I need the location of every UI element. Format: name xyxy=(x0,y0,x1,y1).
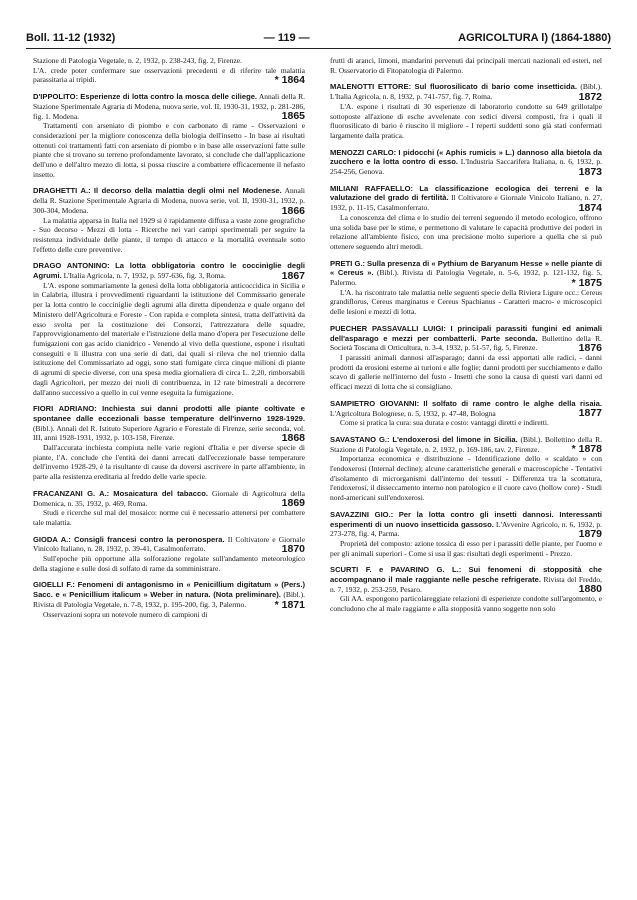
entry-abstract: L'A. espone sommariamente la genesi della lotta obbligatoria anticoccidica in Sicilia e in Calabria, illustra i provvedimenti riguardanti la istituzione del Commissario generale per la lotta contro le coccinìglie degli agrumi alla diretta dipendenza e quale organo del Ministero dell'Agricoltura e Foreste - Con rapida e completa sintesi, tratta dell'attività da esso svolta per la costituzione dei Consorzi, l'attrezzatura delle squadre, l'approvvigionamento del materiale e l'istruzione della mano d'opera per l'esecuzione delle fumigazioni con gas acido cianidrico - Venendo al vivo della questione, espone i risultati conseguiti e li illustra con una serie di dati, dai quali si rileva che nel triennio dalla istituzione del Commissariato ad oggi, sono stati fumigate circa cinque milioni di piante di agrumi di specie diverse, con una spesa media giornaliera di circa L. 2,20, rimborsabili dagli Agricoltori, per mezzo dei ruoli di contribuenza, in 12 rate bimestrali a decorrere dall'anno successivo a quello in cui venne eseguita la fumigazione. xyxy=(33,280,305,397)
entry-title: Il solfato di rame contro le alghe della risaia. xyxy=(423,398,602,408)
entry-author: FRACANZANI G. A.: xyxy=(33,488,110,498)
entry-citation: Il Coltivatore e Giornale Vinicolo Italiano, n. 28, 1932, p. 39-41, Casalmonferrato. xyxy=(33,534,306,554)
entry-abstract: Trattamenti con arseniato di piombo e con carbonato di rame - Osservazioni e considerazioni per la migliore conoscenza della biologia dell'insetto - In base ai risultati ottenuti coi trattamenti fatti con arseniato di piombo e in base alle osservazioni fatte sulle piante che si trovano su terreno profondamente lavorato, si conclude che dall'applicazione dell'uno e dell'altro mezzo di lotta, si possa riuscire a combattere efficacemente il nefasto insetto. xyxy=(33,121,305,179)
entry-continuation: L'A. crede poter confermare sue osservazioni precedenti e di riferire tale malattia parassitaria ai tripidi. xyxy=(33,65,305,85)
entry-number: 1869 xyxy=(281,497,305,510)
entry-citation: Annali della R. Stazione Sperimentale Agraria di Modena, nuova serie, vol. II, 1930-31, 1932, p. 281-286, fig. 1. Modena. xyxy=(33,92,306,121)
bibliography-entry xyxy=(33,186,305,254)
entry-title: Sul fluorosilicato di bario come insetticida. xyxy=(414,82,577,92)
entry-abstract: Studi e ricerche sul mal del mosaico: norme cui è necessario attenersi per combattere tale malattia. xyxy=(33,508,305,527)
entry-author: MENOZZI CARLO: xyxy=(330,147,397,157)
entry-author: SAVASTANO G.: xyxy=(330,434,390,444)
entry-citation: (Bibl.). Annali del R. Istituto Superiore Agrario e Forestale di Firenze, serie seconda, vol. III, anni 1928-1931, 1932, p. 103-158, Firenze. xyxy=(33,423,305,443)
entry-author: DRAGO ANTONINO: xyxy=(33,261,110,271)
bibliography-entry xyxy=(33,261,305,397)
entry-abstract: L'A. ha riscontrato tale malattia nelle seguenti specie della Riviera Ligure occ.: Cereus grandiflorus, Cereus marginatus e Cereus Spachianus - Caratteri macro- e microscopici delle lesioni e mezzi di lotta. xyxy=(330,287,602,317)
entry-abstract: Come si pratica la cura: sua durata e costo: vantaggi diretti e indiretti. xyxy=(340,418,549,428)
bibliography-entry xyxy=(330,435,602,503)
header-rule xyxy=(26,48,611,49)
entry-title: Fenomeni di antagonismo in « Penicillium digitatum » (Pers.) Sacc. e « Penicillium italicum » Weber in natura. (Nota preliminare). xyxy=(33,580,305,600)
bibliography-entry xyxy=(330,399,602,428)
entry-number: 1874 xyxy=(578,201,602,214)
entry-title: I principali parassiti fungini ed animali dell'asparago e mezzi per combatterli. Parte seconda. xyxy=(330,323,602,343)
entry-author: GIOELLI F.: xyxy=(33,580,75,590)
bibliography-entry xyxy=(33,92,305,179)
bibliography-entry xyxy=(330,259,602,317)
entry-number: 1868 xyxy=(281,432,305,445)
entry-abstract: La conoscenza del clima e lo studio dei terreni seguendo il metodo ecologico, offrono una solida base per le stime, e permettono di valutare le capacità produttive dei poderi in relazione all'ambiente fisico, con una precisione molto superiore a quella che si può ottenere seguendo altri metodi. xyxy=(330,212,602,251)
entry-author: SAVAZZINI GIO.: xyxy=(330,509,394,519)
bibliography-entry xyxy=(330,565,602,614)
entry-title: Il decorso della malattia degli olmi nel Modenese. xyxy=(93,186,282,196)
entry-citation: L'Avvenire Agricolo, n. 6, 1932, p. 273-278, fig. 4, Parma. xyxy=(330,519,602,539)
entry-title: I pidocchi (« Aphis rumicis » L.) dannoso alla bietola da zucchero e la lotta contro di esso. xyxy=(330,147,602,167)
entry-continuation: frutti di aranci, limoni, mandarini pervenuti dai principali mercati nazionali ed esteri, nel R. Osservatorio di Fitopatologia di Palermo. xyxy=(330,56,602,75)
entry-number: * 1875 xyxy=(571,276,602,289)
page-number: — 119 — xyxy=(263,32,310,44)
entry-title: Esperienze di lotta contro la mosca delle ciliege. xyxy=(80,92,258,102)
bibliography-entry xyxy=(330,148,602,177)
entry-abstract: Importanza economica e distribuzione - Identificazione dello « scaldato » con l'endoxerosi (Internal decline); alcune caratteristiche generali e macroscopiche - Tentativi d'isolamento di microrganismi dall'interno dei tessuti - Differenza tra la scottatura, l'endoxerosi, il disseccamento interno non patologico e il cuore cavo (hollow core) - Studi nord-americani sull'endoxerosi. xyxy=(330,454,602,503)
entry-number: 1867 xyxy=(281,269,305,282)
entry-continuation: Stazione di Patologia Vegetale, n. 2, 1932, p. 238-243, fig. 2, Firenze. xyxy=(33,56,242,65)
entry-title: Mosaicatura del tabacco. xyxy=(113,488,208,498)
entry-citation: L'Industria Saccarifera Italiana, n. 6, 1932, p. 254-256, Genova. xyxy=(330,157,603,177)
entry-citation: L'Agricoltura Bolognese, n. 5, 1932, p. 47-48, Bologna xyxy=(330,408,496,418)
header-right: AGRICOLTURA l) (1864-1880) xyxy=(458,32,611,44)
entry-author: GIODA A.: xyxy=(33,534,71,544)
entry-author: D'IPPOLITO: xyxy=(33,92,79,102)
entry-author: MILIANI RAFFAELLO: xyxy=(330,183,413,193)
bibliography-entry xyxy=(33,56,305,85)
entry-title: La classificazione ecologica dei terreni e la valutazione del grado di fertilità. xyxy=(330,183,602,203)
bibliography-entry xyxy=(330,510,602,559)
left-column xyxy=(33,56,305,626)
entry-title: Sui fenomeni di stopposità che accompagnano il male raggiante nelle pesche refrigerate. xyxy=(330,565,602,585)
entry-abstract: La malattia apparsa in Italia nel 1929 si è rapidamente diffusa a vaste zone geografiche - Suo decorso - Mezzi di lotta - Ricerche nei vari campi sperimentali per seguire la resistenza individuale delle piante, il tempo di attacco e la mortalità eventuale sotto l'effetto delle cure preventive. xyxy=(33,215,305,254)
entry-citation: L'Italia Agricola, n. 7, 1932, p. 597-636, fig. 3, Roma. xyxy=(63,271,226,281)
entry-number: * 1878 xyxy=(571,443,602,456)
entry-number: 1870 xyxy=(281,543,305,556)
entry-abstract: Sull'epoche più opportune alla solforazione regolate sull'andamento meteorologico della stagione e sulle dosi di solfato di rame da somministrare. xyxy=(33,554,305,573)
bibliography-entry xyxy=(33,489,305,528)
bibliography-entry xyxy=(33,535,305,574)
header-left: Boll. 11-12 (1932) xyxy=(26,32,116,44)
entry-number: 1866 xyxy=(281,204,305,217)
bibliography-entry xyxy=(33,404,305,482)
bibliography-entry xyxy=(330,56,602,75)
entry-citation: Il Coltivatore e Giornale Vinicolo Italiano, n. 27, 1932, p. 11-15, Casalmonferrato. xyxy=(330,193,602,213)
entry-abstract: Osservazioni sopra un notevole numero di campioni di xyxy=(43,609,208,619)
bibliography-entry xyxy=(330,324,602,392)
entry-citation: Rivista del Freddo, n. 7, 1932, p. 253-259, Pesaro. xyxy=(330,575,603,594)
entry-abstract: I parassiti animali dannosi all'asparago; danni da essi apportati alle radici, - danni prodotti da erosioni esterne ai turioni e alle foglie; danni prodotti per succhiamento e dallo scavo di gallerie nell'interno del fusto - Insetti che sono la causa di questi vari danni ed efficaci mezzi di lotta che si consigliano. xyxy=(330,352,602,392)
entry-number: 1880 xyxy=(578,583,602,596)
entry-citation: (Bibl.). L'Italia Agricola, n. 8, 1932, p. 741-757, fig. 7, Roma. xyxy=(330,82,602,102)
entry-number: 1865 xyxy=(281,110,305,123)
entry-number: * 1871 xyxy=(274,598,305,611)
entry-author: SCURTI F. e PAVARINO G. L.: xyxy=(330,565,462,575)
entry-author: PUECHER PASSAVALLI LUIGI: xyxy=(330,323,446,333)
entry-number: 1876 xyxy=(578,341,602,354)
entry-abstract: L'A. espone i risultati di 30 esperienze di laboratorio condotte su 649 grillotalpe sottoposte all'azione di esche avvelenate con sedici diversi composti, fra i quali il fluorosilicato di bario è riuscito il migliore - I reperti suddetti sono già stati confermati largamente dalla pratica. xyxy=(330,101,602,140)
entry-author: MALENOTTI ETTORE: xyxy=(330,82,412,92)
entry-citation: (Bibl.). Bollettino della R. Stazione di Patologia Vegetale, n. 2, 1932, p. 169-186, tav. 2, Firenze. xyxy=(330,434,603,454)
entry-title: Inchiesta sui danni prodotti alle piante coltivate e spontanee dalle eccezionali basse temperature dell'inverno 1928-1929. xyxy=(33,404,306,423)
entry-abstract: Proprietà del composto: azione tossica di esso per i parassiti delle piante, per l'uomo e per gli animali superiori - Come si usa il gas: risultati degli esperimenti - Prezzo. xyxy=(330,538,602,558)
bibliography-entry xyxy=(330,184,602,252)
entry-citation: Bullettino della R. Società Toscana di Orticultura, n. 3-4, 1932, p. 51-57, fig. 5, Firenze. xyxy=(330,333,602,353)
entry-number: 1877 xyxy=(578,407,602,420)
bibliography-entry xyxy=(33,580,305,619)
right-column xyxy=(330,56,602,621)
entry-number: 1873 xyxy=(578,165,602,178)
entry-number: * 1864 xyxy=(274,74,305,87)
entry-title: Per la lotta contro gli insetti dannosi. Interessanti esperimenti di un nuovo insetticida gassoso. xyxy=(330,509,602,529)
entry-title: Consigli francesi contro la peronospera. xyxy=(73,534,225,544)
entry-citation: (Bibl.). Rivista di Patologia Vegetale, n. 5-6, 1932, p. 121-132, fig. 5, Palermo. xyxy=(330,268,603,288)
bibliography-entry xyxy=(330,82,602,140)
entry-author: PRETI G.: xyxy=(330,258,366,268)
entry-number: 1879 xyxy=(578,527,602,540)
entry-title: L'endoxerosi del limone in Sicilia. xyxy=(392,434,518,444)
entry-author: SAMPIETRO GIOVANNI: xyxy=(330,398,420,408)
entry-title: Sulla presenza di « Pythium de Baryanum Hesse » nelle piante di « Cereus ». xyxy=(330,258,602,278)
page-header xyxy=(26,30,611,46)
entry-citation: Annali della R. Stazione Sperimentale Agraria di Modena, nuova serie, vol. II, 1930-31, 1932, p. 300-304, Modena. xyxy=(33,186,305,215)
entry-abstract: Dall'accurata inchiesta compiuta nelle varie regioni d'Italia e per diverse specie di piante, l'A. conclude che l'entità dei danni arrecati dall'eccezionale basse temperature dell'inverno 1928-29, è la risultante di cause da doversi ascrivere in parte all'ambiente, in parte alla resistenza ereditaria al freddo delle varie specie. xyxy=(33,443,305,482)
entry-title: La lotta obbligatoria contro le coccinìglie degli Agrumi. xyxy=(33,261,306,281)
entry-author: DRAGHETTI A.: xyxy=(33,186,91,196)
entry-author: FIORI ADRIANO: xyxy=(33,404,97,414)
entry-number: 1872 xyxy=(578,90,602,103)
entry-abstract: Gli AA. espongono particolareggiate relazioni di esperienze condotte sull'argomento, e concludono che al male raggiante e alla stopposità vanno soggette non solo xyxy=(330,594,602,614)
entry-citation: (Bibl.). Rivista di Patologia Vegetale, n. 7-8, 1932, p. 195-200, fig. 3, Palermo. xyxy=(33,590,306,609)
entry-citation: Giornale di Agricoltura della Domenica, n. 35, 1932, p. 469, Roma. xyxy=(33,488,306,508)
